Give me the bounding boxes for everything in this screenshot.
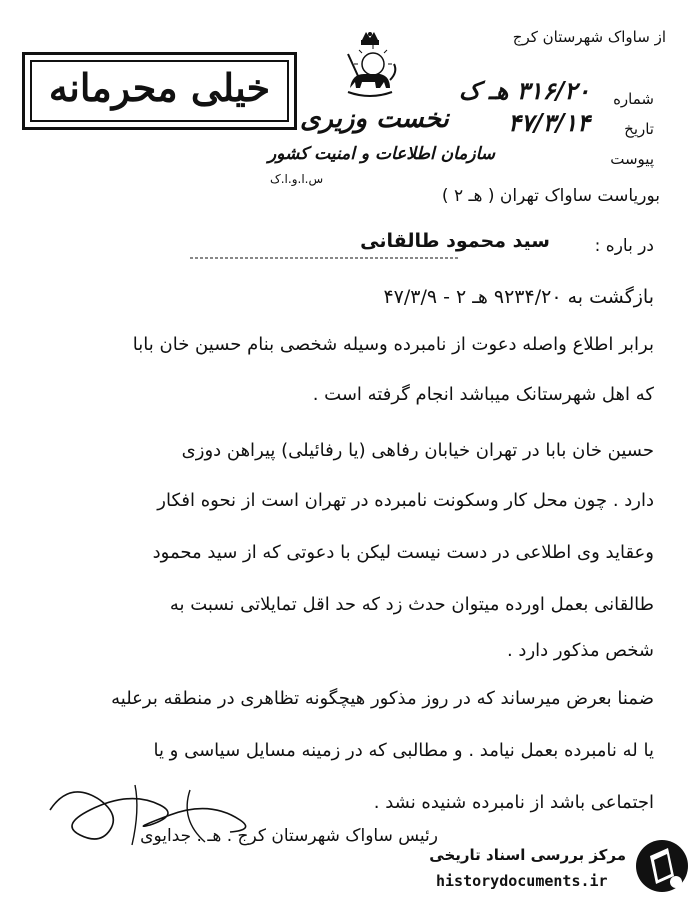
lion-and-sun-emblem-icon bbox=[340, 30, 400, 102]
org-code: س.ا.و.ا.ک bbox=[270, 172, 324, 186]
ministry-title: نخست وزیری bbox=[300, 104, 449, 134]
body-line: طالقانی بعمل اورده میتوان حدث زد که حد اقل تمایلاتی نسبت به bbox=[169, 594, 654, 615]
archive-logo-icon bbox=[634, 836, 690, 896]
subject-label: در باره : bbox=[594, 236, 654, 256]
handwritten-signature-icon bbox=[40, 770, 300, 860]
signer-title: رئیس ساواک شهرستان کرج . هـ . جدایوی bbox=[140, 826, 438, 846]
recipient: بوریاست ساواک تهران ( هـ ۲ ) bbox=[441, 186, 660, 206]
body-line: وعقاید وی اطلاعی در دست نیست لیکن با دعوتی که از سید محمود bbox=[152, 542, 654, 563]
date-value: ۴۷/۳/۱۴ bbox=[508, 108, 590, 137]
subject-underline bbox=[190, 256, 460, 260]
body-line: شخص مذکور دارد . bbox=[506, 640, 654, 661]
organization-title: سازمان اطلاعات و امنیت کشور bbox=[268, 144, 496, 164]
body-line: یا له نامبرده بعمل نیامد . و مطالبی که در زمینه مسایل سیاسی و یا bbox=[153, 740, 654, 761]
body-line: برابر اطلاع واصله دعوت از نامبرده وسیله شخصی بنام حسین خان بابا bbox=[132, 334, 654, 355]
number-label: شماره bbox=[613, 90, 654, 108]
body-line: اجتماعی باشد از نامبرده شنیده نشد . bbox=[373, 792, 654, 813]
reference-line: بازگشت به ۹۲۳۴/۲۰ هـ ۲ - ۴۷/۳/۹ bbox=[383, 286, 654, 308]
attachment-label: پیوست bbox=[610, 150, 654, 168]
subject-value: سید محمود طالقانی bbox=[360, 230, 550, 252]
watermark-org-name: مرکز بررسی اسناد تاریخی bbox=[429, 846, 626, 864]
watermark-url[interactable]: historydocuments.ir bbox=[436, 872, 608, 890]
body-line: حسین خان بابا در تهران خیابان رفاهی (یا رفائیلی) پیراهن دوزی bbox=[181, 440, 654, 461]
from-office: از ساواک شهرستان کرج bbox=[512, 28, 666, 46]
number-value: ۳۱۶/۲۰ هـ ک bbox=[458, 76, 590, 105]
confidential-stamp bbox=[22, 52, 297, 130]
body-line: دارد . چون محل کار وسکونت نامبرده در تهران است از نحوه افکار bbox=[157, 490, 654, 511]
body-line: ضمنا بعرض میرساند که در روز مذکور هیچگونه تظاهری در منطقه برعلیه bbox=[111, 688, 654, 709]
body-line: که اهل شهرستانک میباشد انجام گرفته است . bbox=[312, 384, 654, 405]
date-label: تاریخ bbox=[624, 120, 654, 138]
stamp-text: خیلی محرمانه bbox=[48, 65, 271, 110]
